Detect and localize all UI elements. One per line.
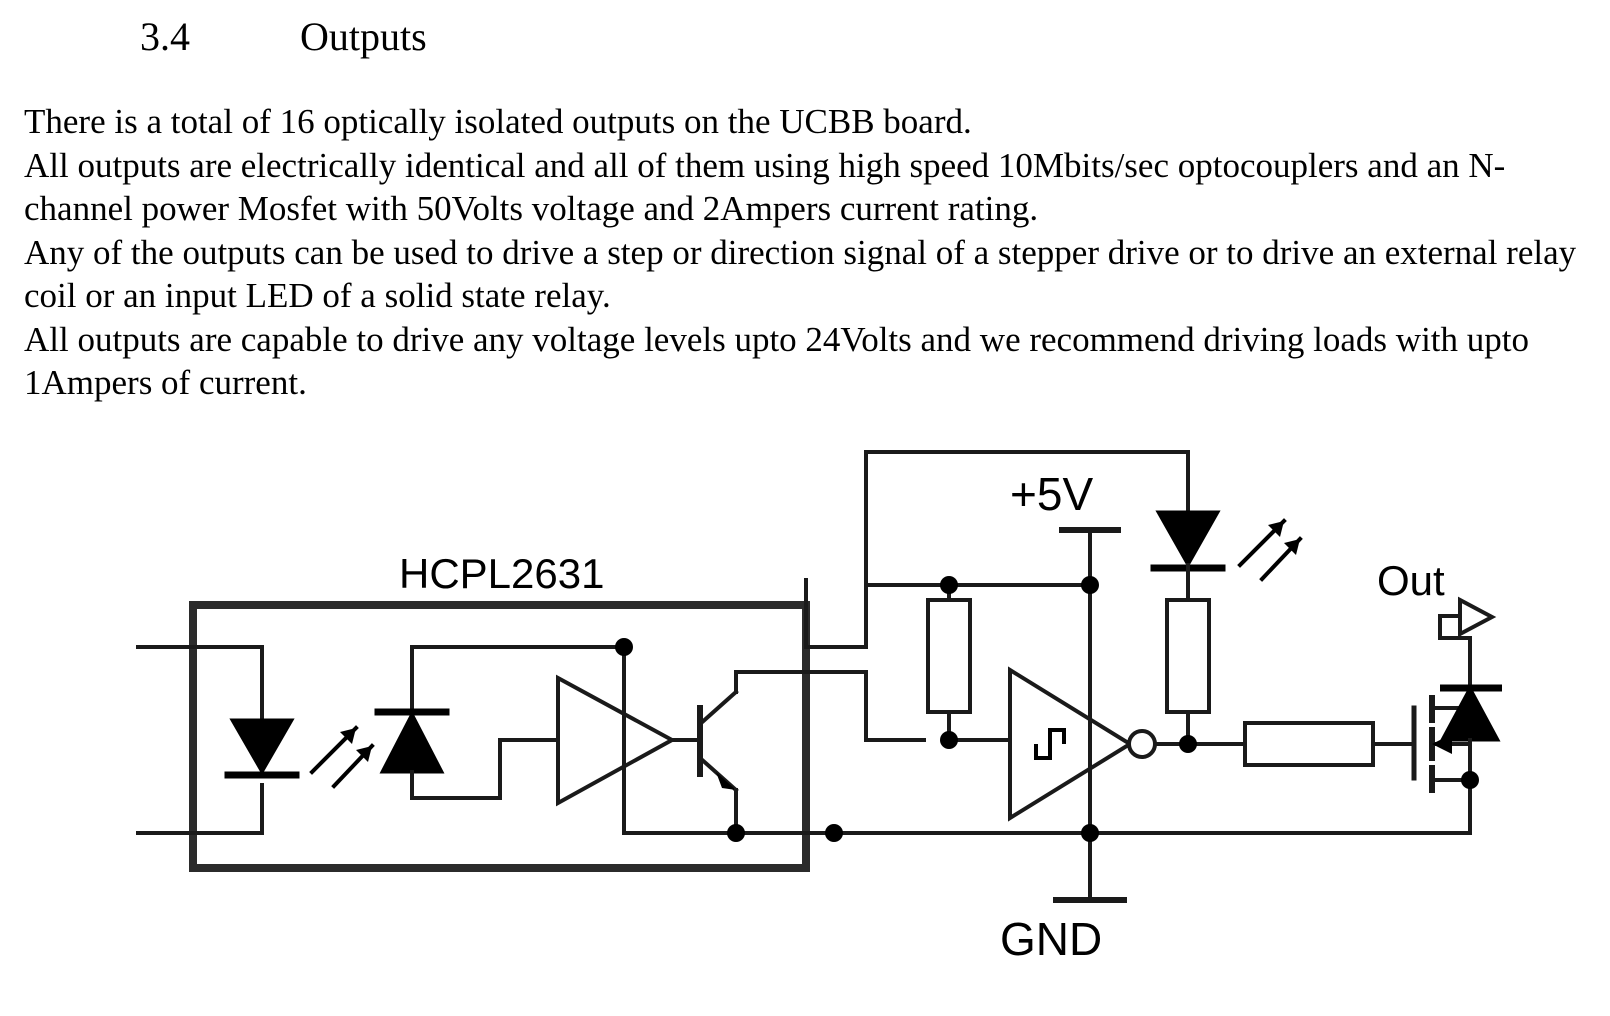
section-heading xyxy=(140,14,427,60)
junction-dot xyxy=(1179,735,1197,753)
supply-label: +5V xyxy=(1010,468,1094,520)
junction-dot xyxy=(1081,824,1099,842)
schmitt-buffer-symbol xyxy=(1010,670,1155,818)
optocoupler-package-outline xyxy=(193,605,806,868)
junction-dot xyxy=(727,824,745,842)
pullup-resistor-1 xyxy=(928,600,970,712)
status-led-emission-arrows xyxy=(1240,521,1300,579)
junction-dot xyxy=(615,638,633,656)
junction-dot xyxy=(940,576,958,594)
status-led-symbol xyxy=(1154,512,1222,600)
gate-resistor xyxy=(1245,723,1373,765)
junction-dot xyxy=(1461,771,1479,789)
output-transistor-symbol xyxy=(624,647,870,833)
input-led-symbol xyxy=(228,720,296,775)
paragraph-2: All outputs are electrically identical and all of them using high speed 10Mbits/sec optocouplers and an N-channel power Mosfet with 50Volts voltage and 2Ampers current rating. xyxy=(24,145,1506,228)
led-emission-arrows xyxy=(312,728,372,786)
section-title: Outputs xyxy=(300,14,427,59)
inverter-bubble xyxy=(1129,731,1155,757)
junction-dot xyxy=(940,731,958,749)
junction-dot xyxy=(1081,576,1099,594)
junction-dot xyxy=(825,824,843,842)
paragraph-4: All outputs are capable to drive any voltage levels upto 24Volts and we recommend driving loads with upto 1Ampers of current. xyxy=(24,319,1529,402)
section-number: 3.4 xyxy=(140,14,190,59)
junction-dot xyxy=(1461,699,1479,717)
paragraph-1: There is a total of 16 optically isolated outputs on the UCBB board. xyxy=(24,102,972,141)
internal-amplifier-symbol xyxy=(500,678,672,803)
output-circuit-schematic xyxy=(0,420,1610,1016)
output-label: Out xyxy=(1377,557,1445,604)
out-terminal-arrow xyxy=(1460,600,1492,634)
optocoupler-label: HCPL2631 xyxy=(399,550,605,597)
transistor-collector xyxy=(700,692,736,724)
ground-label: GND xyxy=(1000,913,1103,965)
hysteresis-glyph xyxy=(1036,730,1064,758)
led-series-resistor xyxy=(1167,600,1209,712)
paragraph-3: Any of the outputs can be used to drive a step or direction signal of a stepper drive or to drive an external relay coil or an input LED of a solid state relay. xyxy=(24,232,1577,315)
section-body xyxy=(24,100,1584,405)
